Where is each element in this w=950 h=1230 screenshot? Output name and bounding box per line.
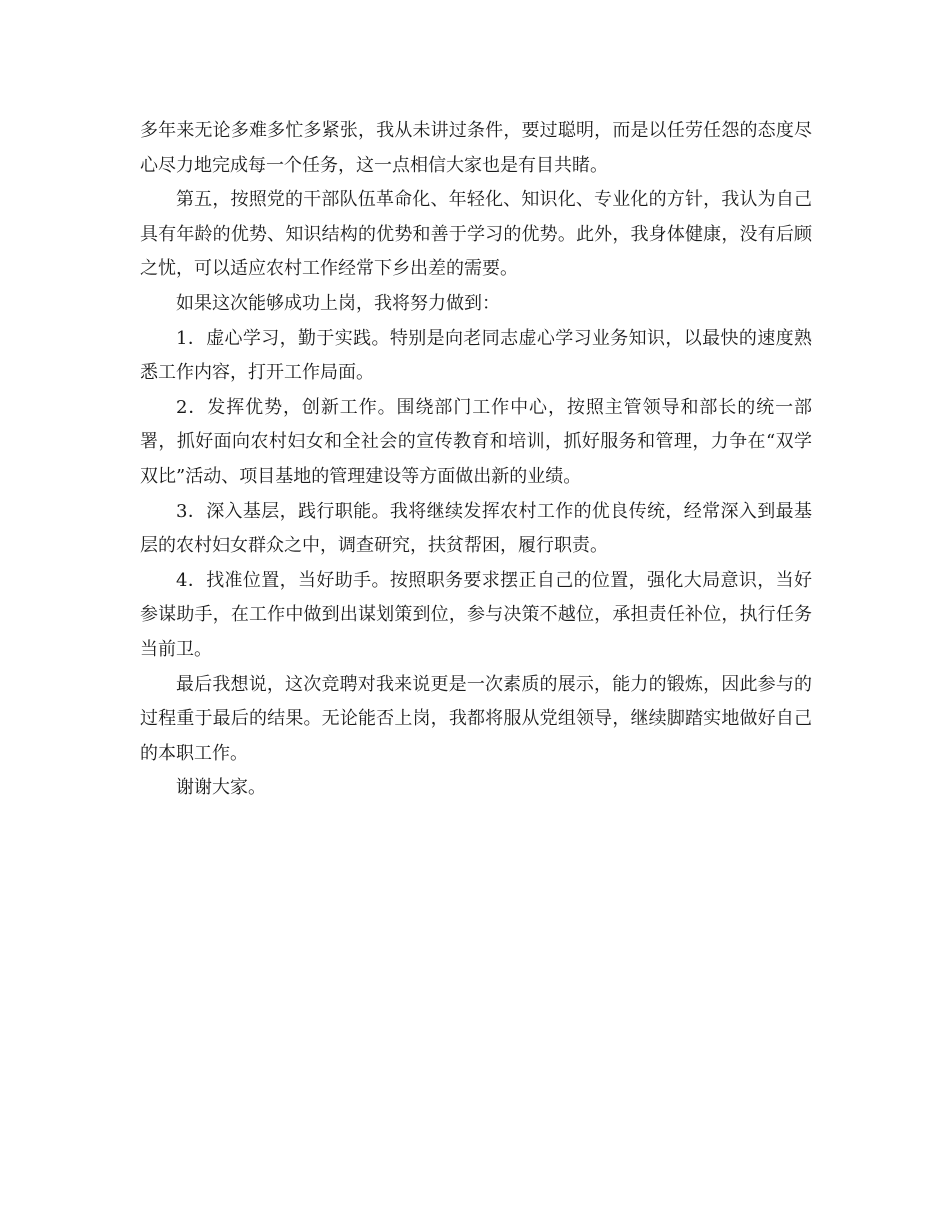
- paragraph-continuation: 多年来无论多难多忙多紧张，我从未讲过条件，要过聪明，而是以任劳任怨的态度尽心尽力地完成每一个任务，这一点相信大家也是有目共睹。: [140, 120, 812, 176]
- document-body: [140, 114, 812, 806]
- paragraph-intro-commitments: 如果这次能够成功上岗，我将努力做到：: [176, 292, 500, 314]
- paragraph-fifth-point: 第五，按照党的干部队伍革命化、年轻化、知识化、专业化的方针，我认为自己具有年龄的优势、知识结构的优势和善于学习的优势。此外，我身体健康，没有后顾之忧，可以适应农村工作经常下乡出差的需要。: [140, 189, 812, 280]
- paragraph-thanks: 谢谢大家。: [176, 777, 266, 799]
- paragraph-item-3: 3．深入基层，践行职能。我将继续发挥农村工作的优良传统，经常深入到最基层的农村妇女群众之中，调查研究，扶贫帮困，履行职责。: [140, 500, 812, 557]
- paragraph-item-2: 2．发挥优势，创新工作。围绕部门工作中心，按照主管领导和部长的统一部署，抓好面向农村妇女和全社会的宣传教育和培训，抓好服务和管理，力争在“双学双比”活动、项目基地的管理建设等方面做出新的业绩。: [140, 396, 812, 487]
- paragraph-item-4: 4．找准位置，当好助手。按照职务要求摆正自己的位置，强化大局意识，当好参谋助手，在工作中做到出谋划策到位，参与决策不越位，承担责任补位，执行任务当前卫。: [140, 569, 812, 660]
- paragraph-item-1: 1．虚心学习，勤于实践。特别是向老同志虚心学习业务知识，以最快的速度熟悉工作内容，打开工作局面。: [140, 327, 812, 384]
- paragraph-closing: 最后我想说，这次竞聘对我来说更是一次素质的展示，能力的锻炼，因此参与的过程重于最后的结果。无论能否上岗，我都将服从党组领导，继续脚踏实地做好自己的本职工作。: [140, 673, 812, 764]
